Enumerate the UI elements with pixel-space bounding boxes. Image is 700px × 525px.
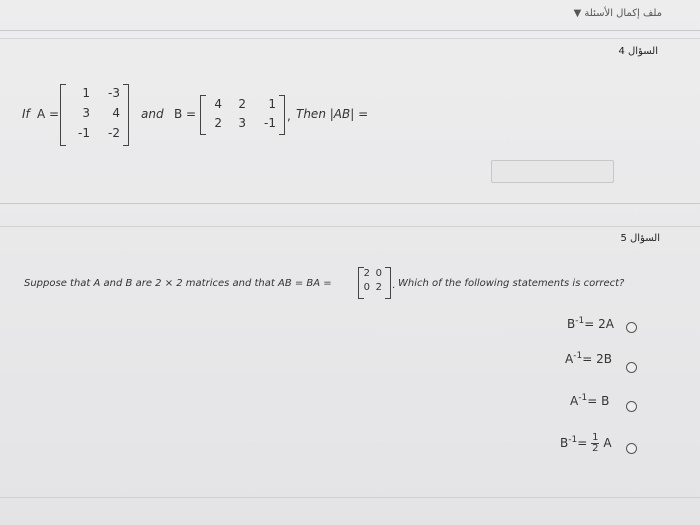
matrix-a-left-bracket xyxy=(60,84,66,146)
option-4-radio[interactable] xyxy=(626,443,637,454)
matrix-m-cell: 0 xyxy=(375,268,382,279)
matrix-a-cell: 1 xyxy=(82,86,90,100)
option-3-radio[interactable] xyxy=(626,401,637,412)
matrix-b-cell: 2 xyxy=(214,116,222,130)
matrix-b-cell: 3 xyxy=(238,116,246,130)
top-nav-link[interactable]: ملف إكمال الأسئلة ▼ xyxy=(573,8,662,19)
q4-b-eq: B = xyxy=(174,107,197,121)
divider xyxy=(0,30,700,31)
q4-a-eq: A = xyxy=(37,107,60,121)
divider xyxy=(0,203,700,204)
matrix-a-cell: 4 xyxy=(112,106,120,120)
option-2-label: $A^{-1}= 2B$ xyxy=(565,351,612,366)
matrix-a-cell: -3 xyxy=(108,86,120,100)
q4-comma: , xyxy=(287,109,291,123)
matrix-b-cell: 4 xyxy=(214,97,222,111)
matrix-m-cell: 2 xyxy=(363,268,370,279)
matrix-a-cell: -1 xyxy=(78,126,90,140)
answer-input[interactable] xyxy=(491,160,614,183)
matrix-a-cell: -2 xyxy=(108,126,120,140)
matrix-b-right-bracket xyxy=(279,95,285,135)
question-5-label: السؤال 5 xyxy=(620,233,660,244)
q5-prompt-b: Which of the following statements is correct? xyxy=(398,278,625,289)
q5-comma: . xyxy=(392,280,396,291)
divider xyxy=(0,226,700,227)
option-1-radio[interactable] xyxy=(626,322,637,333)
matrix-m-right-bracket xyxy=(385,267,391,299)
option-4-label: $B^{-1}=$ $\frac{1}{2}$ A xyxy=(560,432,612,454)
matrix-m-cell: 2 xyxy=(375,282,382,293)
divider xyxy=(0,497,700,498)
matrix-b-cell: -1 xyxy=(264,116,276,130)
matrix-b-cell: 1 xyxy=(268,97,276,111)
question-4-label: السؤال 4 xyxy=(618,46,658,57)
divider xyxy=(0,38,700,39)
option-1-label: $B^{-1}= 2A$ xyxy=(567,316,614,331)
q4-and: and xyxy=(141,107,164,121)
matrix-m-cell: 0 xyxy=(363,282,370,293)
fraction-half: $\frac{1}{2}$ xyxy=(592,432,599,454)
matrix-b-cell: 2 xyxy=(238,97,246,111)
option-3-label: $A^{-1}= B$ xyxy=(570,393,610,408)
q5-prompt-a: Suppose that A and B are 2 × 2 matrices and that AB = BA = xyxy=(24,278,332,289)
q4-if: If xyxy=(22,107,30,121)
matrix-a-cell: 3 xyxy=(82,106,90,120)
matrix-a-right-bracket xyxy=(123,84,129,146)
option-2-radio[interactable] xyxy=(626,362,637,373)
q4-then: Then |AB| = xyxy=(296,107,369,121)
